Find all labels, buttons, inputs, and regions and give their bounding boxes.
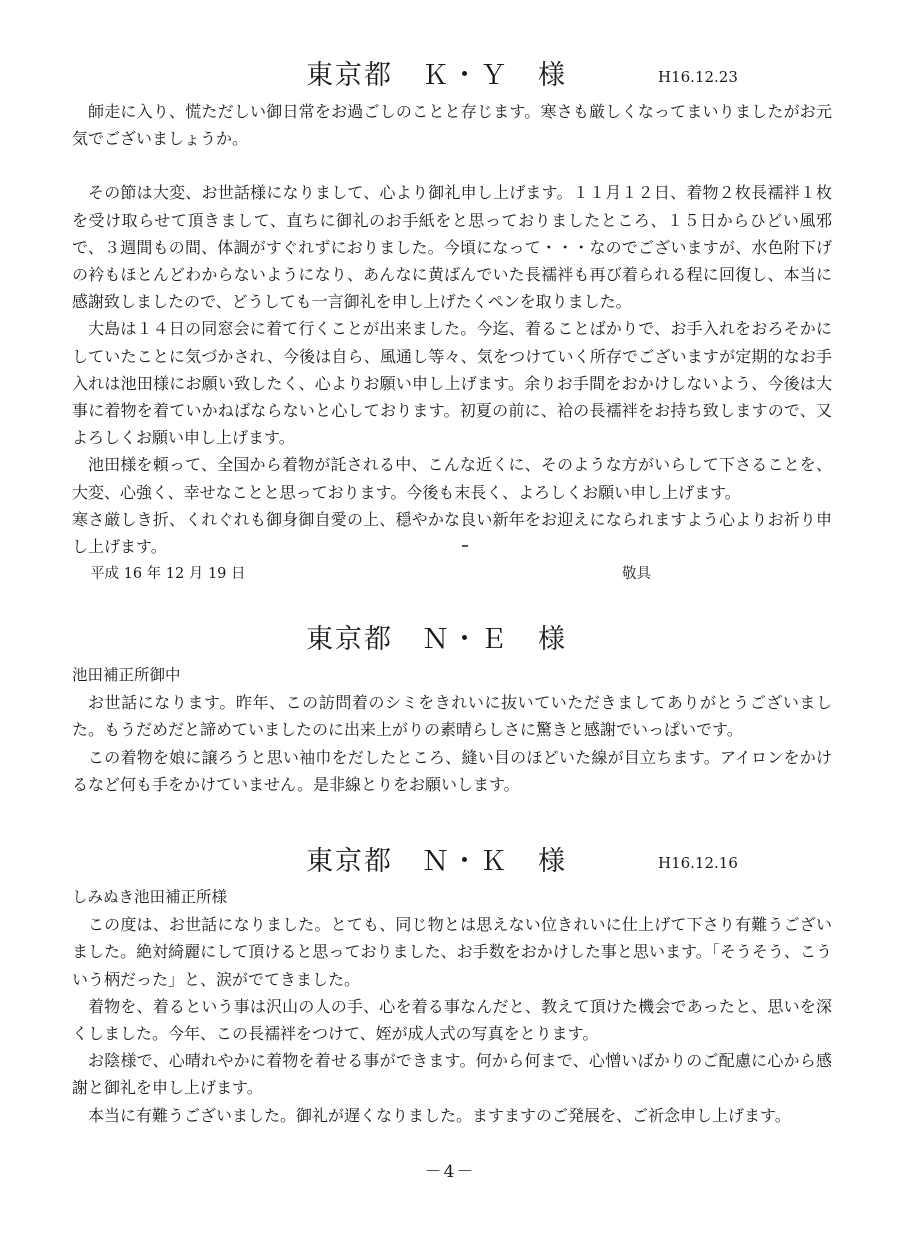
letter-title: 東京都 Ｎ・Ｋ 様 — [306, 846, 567, 877]
letter-addressee: しみぬき池田補正所様 — [72, 888, 228, 906]
letter-date: H16.12.16 — [658, 854, 738, 872]
letter-header — [72, 58, 832, 98]
letter-date: H16.12.23 — [658, 68, 738, 86]
letter-paragraph: 本当に有難うございました。御礼が遅くなりました。ますますのご発展を、ご祈念申し上げます。 — [88, 1105, 791, 1125]
letter-addressee: 池田補正所御中 — [72, 666, 181, 684]
paragraph-gap — [72, 152, 832, 179]
letter-paragraph: 寒さ厳しき折、くれぐれも御身御自愛の上、穏やかな良い新年をお迎えになられますよう心よりお祈り申し上げます。 — [72, 509, 832, 557]
closing-date: 平成 16 年 12 月 19 日 — [90, 566, 246, 583]
letter-paragraph: 池田様を頼って、全国から着物が託される中、こんな近くに、そのような方がいらして下さることを、大変、心強く、幸せなことと思っております。今後も末長く、よろしくお願い申し上げます。 — [72, 455, 832, 502]
scan-speck — [462, 545, 468, 547]
letter-header — [72, 844, 832, 884]
letter-title: 東京都 Ｋ・Ｙ 様 — [306, 60, 567, 91]
letter-title: 東京都 Ｎ・Ｅ 様 — [306, 624, 567, 655]
letter-ne — [72, 622, 832, 798]
letter-paragraph: その節は大変、お世話様になりまして、心より御礼申し上げます。１１月１２日、着物２枚長襦袢１枚を受け取らせて頂きまして、直ちに御礼のお手紙をと思っておりましたところ、１５日からひどい風邪で、３週間もの間、体調がすぐれずにおりました。今頃になって・・・なのでございますが、水色附下げの衿もほとんどわからないようになり、あんなに黄ばんでいた長襦袢も再び着られる程に回復し、本当に感謝致しましたので、どうしても一言御礼を申し上げたくペンを取りました。 — [72, 183, 832, 312]
letter-ky — [72, 58, 832, 587]
letter-closing — [72, 560, 832, 587]
letter-paragraph: お陰様で、心晴れやかに着物を着せる事ができます。何から何まで、心憎いばかりのご配慮に心から感謝と御礼を申し上げます。 — [72, 1051, 832, 1098]
letter-paragraph: 大島は１４日の同窓会に着て行くことが出来ました。今迄、着ることばかりで、お手入れをおろそかにしていたことに気づかされ、今後は自ら、風通し等々、気をつけていく所存でございますが定期的なお手入れは池田様にお願い致したく、心よりお願い申し上げます。余りお手間をおかけしないよう、今後は大事に着物を着ていかねばならないと心しております。初夏の前に、袷の長襦袢をお持ち致しますので、又よろしくお願い申し上げます。 — [72, 319, 832, 448]
letter-paragraph: お世話になります。昨年、この訪問着のシミをきれいに抜いていただきましてありがとうございました。もうだめだと諦めていましたのに出来上がりの素晴らしさに驚きと感謝でいっぱいです。 — [72, 693, 832, 740]
page-number: －4－ — [424, 1162, 476, 1182]
letter-paragraph: この度は、お世話になりました。とても、同じ物とは思えない位きれいに仕上げて下さり有難うございました。絶対綺麗にして頂けると思っておりました、お手数をおかけした事と思います。「そうそう、こういう柄だった」と、涙がでてきました。 — [72, 915, 832, 989]
letter-paragraph: 師走に入り、慌ただしい御日常をお過ごしのことと存じます。寒さも厳しくなってまいりましたがお元気でございましょうか。 — [72, 102, 832, 149]
letter-header — [72, 622, 832, 662]
letter-nk — [72, 844, 832, 1129]
closing-word: 敬具 — [622, 566, 651, 583]
letter-paragraph: この着物を娘に譲ろうと思い袖巾をだしたところ、縫い目のほどいた線が目立ちます。アイロンをかけるなど何も手をかけていません。是非線とりをお願いします。 — [72, 747, 832, 794]
letter-paragraph: 着物を、着るという事は沢山の人の手、心を着る事なんだと、教えて頂けた機会であったと、思いを深くしました。今年、この長襦袢をつけて、姪が成人式の写真をとります。 — [72, 996, 832, 1044]
